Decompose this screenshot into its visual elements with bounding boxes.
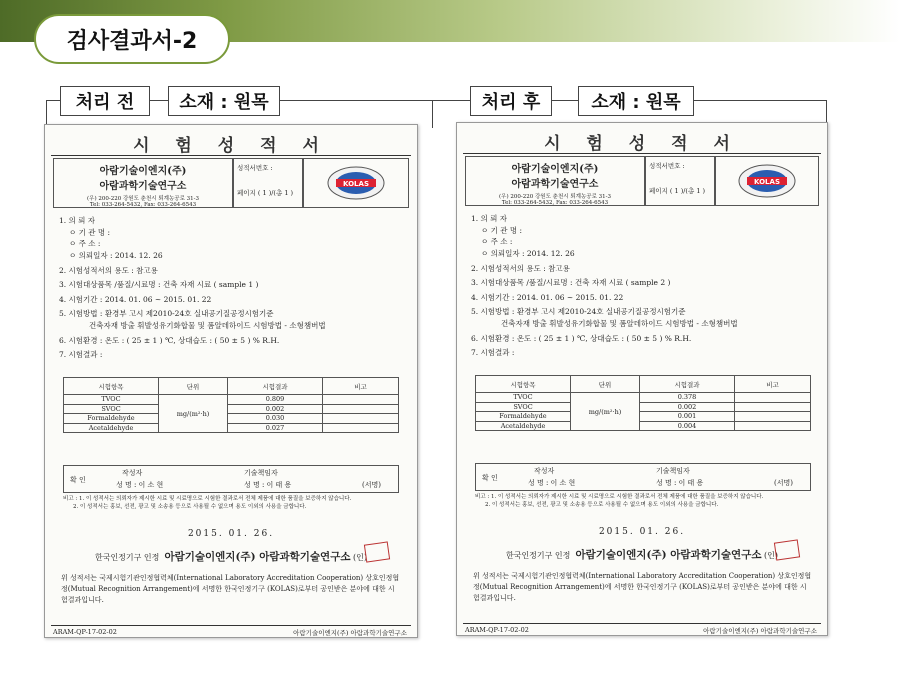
sign-mark: (서명) [774, 479, 793, 487]
issuing-org [55, 549, 407, 564]
table-cell-item: Acetaldehyde [64, 423, 159, 433]
item-purpose: 2. 시험성적서의 용도 : 참고용 [59, 265, 158, 275]
report-number-box [645, 156, 715, 206]
table-cell-remark [323, 395, 399, 405]
writer-role: 작성자 [122, 469, 143, 477]
header-rule [463, 153, 821, 154]
header-rule [51, 155, 411, 156]
table-row [64, 414, 399, 424]
item-client-date: ㅇ 의뢰일자 : 2014. 12. 26 [69, 250, 163, 260]
org-lab: 아람과학기술연구소 [511, 179, 599, 190]
bracket-line [552, 100, 578, 101]
table-header-cell: 비고 [323, 378, 399, 395]
item-results: 7. 시험결과 : [59, 350, 103, 360]
table-cell-remark [735, 402, 811, 412]
confirm-label: 확 인 [482, 474, 498, 482]
item-client: 1. 의 뢰 자 [59, 216, 96, 225]
item-method-detail: 건축자재 방출 휘발성유기화합물 및 폼알데하이드 시험방법 - 소형챔버법 [89, 321, 326, 330]
item-client-org: ㅇ 기 관 명 : [481, 225, 523, 235]
results-table [475, 375, 811, 431]
org-address: (우) 200-220 강원도 춘천시 퇴계농공로 31-3 [86, 196, 199, 202]
table-cell-remark [735, 412, 811, 422]
org-tel: Tel: 033-264-5432, Fax: 033-264-6543 [501, 200, 609, 206]
test-report-after [456, 122, 828, 636]
table-cell-result: 0.027 [228, 423, 323, 433]
item-sample: 3. 시험대상품목 /품질/시료명 : 건축 자재 시료 ( sample 1 ) [59, 280, 259, 290]
table-header-cell: 시험항목 [476, 376, 571, 393]
seal-stamp-icon [774, 539, 800, 560]
table-header-cell: 시험결과 [640, 376, 735, 393]
item-method-detail: 건축자재 방출 휘발성유기화합물 및 폼알데하이드 시험방법 - 소형챔버법 [501, 319, 738, 328]
kolas-note: 위 성적서는 국제시험기관인정협력체(International Laboratory Accreditation Cooperation) 상호인정협정(Mutual Recognition Arrangement)에 서명한 한국인정기구 (KOLAS)로부터 공인받은 분야에 대한 시험결과입니다. [473, 572, 812, 602]
item-method: 5. 시험방법 : 환경부 고시 제2010-24호 실내공기질공정시험기준 [471, 307, 686, 317]
table-cell-item: Formaldehyde [476, 412, 571, 422]
org-seal: (인) [764, 551, 779, 560]
table-cell-item: TVOC [476, 393, 571, 403]
kolas-logo-icon [737, 163, 797, 199]
org-name: 아람기술이엔지(주) [99, 166, 187, 177]
org-tel: Tel: 033-264-5432, Fax: 033-264-6543 [89, 202, 197, 208]
table-cell-remark [735, 421, 811, 431]
kolas-logo-box [715, 156, 819, 206]
kolas-logo-text: KOLAS [754, 178, 780, 186]
accreditation-label: 한국인정기구 인정 [505, 551, 571, 560]
table-cell-remark [735, 393, 811, 403]
label-after-treatment: 처리 후 [470, 86, 552, 116]
table-cell-unit: mg/(m²·h) [159, 395, 228, 433]
item-period: 4. 시험기간 : 2014. 01. 06 ~ 2015. 01. 22 [59, 294, 212, 304]
table-cell-remark [323, 414, 399, 424]
table-cell-unit: mg/(m²·h) [571, 393, 640, 431]
item-client-address: ㅇ 주 소 : [481, 237, 513, 247]
footer-org: 아람기술이엔지(주) 아람과학기술연구소 [703, 627, 817, 635]
table-header-row [64, 378, 399, 395]
remark-notes [475, 493, 811, 510]
signature-box [63, 465, 399, 493]
bracket-line [46, 100, 60, 101]
report-number-box [233, 158, 303, 208]
item-client: 1. 의 뢰 자 [471, 214, 508, 223]
results-table [63, 377, 399, 433]
table-header-row [476, 376, 811, 393]
table-cell-result: 0.378 [640, 393, 735, 403]
table-header-cell: 단위 [159, 378, 228, 395]
signature-box [475, 463, 811, 491]
kolas-note: 위 성적서는 국제시험기관인정협력체(International Laboratory Accreditation Cooperation) 상호인정협정(Mutual Recognition Arrangement)에 서명한 한국인정기구 (KOLAS)로부터 공인받은 분야에 대한 시험결과입니다. [61, 574, 400, 604]
report-header: 시 험 성 적 서 [544, 134, 740, 154]
org-info [465, 156, 645, 206]
table-row [476, 393, 811, 403]
issue-date: 2015. 01. 26. [598, 527, 686, 537]
table-cell-result: 0.001 [640, 412, 735, 422]
table-row [476, 402, 811, 412]
label-before-treatment: 처리 전 [60, 86, 150, 116]
table-cell-item: TVOC [64, 395, 159, 405]
table-cell-result: 0.809 [228, 395, 323, 405]
label-material-left: 소재 : 원목 [168, 86, 280, 116]
table-cell-result: 0.002 [228, 404, 323, 414]
item-client-address: ㅇ 주 소 : [69, 239, 101, 249]
item-sample: 3. 시험대상품목 /품질/시료명 : 건축 자재 시료 ( sample 2 ) [471, 278, 671, 288]
remark-1: 비고 : 1. 이 성적서는 의뢰자가 제시한 시료 및 시료명으로 시험한 결과로서 전체 제품에 대한 품질을 보증하지 않습니다. [475, 494, 764, 500]
sign-mark: (서명) [362, 481, 381, 489]
org-lab: 아람과학기술연구소 [99, 181, 187, 192]
table-row [64, 395, 399, 405]
confirm-label: 확 인 [70, 476, 86, 484]
bracket-line [280, 100, 470, 101]
footer-rule [463, 623, 821, 624]
item-client-org: ㅇ 기 관 명 : [69, 227, 111, 237]
kolas-logo-text: KOLAS [343, 180, 369, 188]
bracket-line [826, 100, 827, 122]
approver-role: 기술책임자 [656, 467, 690, 475]
item-environment: 6. 시험환경 : 온도 : ( 25 ± 1 ) ℃, 상대습도 : ( 50 ± 5 ) % R.H. [471, 333, 692, 343]
table-cell-remark [323, 404, 399, 414]
remark-notes [63, 495, 399, 512]
approver-name: 성 명 : 이 태 용 [656, 479, 704, 487]
bracket-line [694, 100, 826, 101]
table-cell-item: Formaldehyde [64, 414, 159, 424]
remark-2: 2. 이 성적서는 홍보, 선전, 광고 및 소송용 등으로 사용될 수 없으며 용도 이외의 사용을 금합니다. [73, 504, 307, 511]
kolas-logo-icon [326, 165, 386, 201]
item-results: 7. 시험결과 : [471, 348, 515, 358]
table-row [64, 404, 399, 414]
report-number-label: 성적서번호 : [237, 164, 273, 172]
remark-1: 비고 : 1. 이 성적서는 의뢰자가 제시한 시료 및 시료명으로 시험한 결과로서 전체 제품에 대한 품질을 보증하지 않습니다. [63, 496, 352, 502]
table-cell-result: 0.030 [228, 414, 323, 424]
bracket-line [150, 100, 168, 101]
table-header-cell: 비고 [735, 376, 811, 393]
kolas-logo-box [303, 158, 409, 208]
org-seal: (인) [353, 553, 368, 562]
item-method: 5. 시험방법 : 환경부 고시 제2010-24호 실내공기질공정시험기준 [59, 309, 274, 319]
table-row [476, 412, 811, 422]
table-header-cell: 시험결과 [228, 378, 323, 395]
label-material-right: 소재 : 원목 [578, 86, 694, 116]
footer-org: 아람기술이엔지(주) 아람과학기술연구소 [293, 629, 407, 637]
item-environment: 6. 시험환경 : 온도 : ( 25 ± 1 ) ℃, 상대습도 : ( 50 ± 5 ) % R.H. [59, 335, 280, 345]
table-cell-remark [323, 423, 399, 433]
report-items [471, 213, 817, 359]
item-purpose: 2. 시험성적서의 용도 : 참고용 [471, 263, 570, 273]
test-report-before [44, 124, 418, 638]
form-number: ARAM-QP-17-02-02 [465, 626, 529, 634]
org-info [53, 158, 233, 208]
report-header: 시 험 성 적 서 [133, 136, 329, 156]
remark-2: 2. 이 성적서는 홍보, 선전, 광고 및 소송용 등으로 사용될 수 없으며 용도 이외의 사용을 금합니다. [485, 502, 719, 509]
table-cell-item: SVOC [64, 404, 159, 414]
page-number: 페이지 ( 1 )/(총 1 ) [649, 187, 706, 195]
item-period: 4. 시험기간 : 2014. 01. 06 ~ 2015. 01. 22 [471, 292, 624, 302]
table-header-cell: 시험항목 [64, 378, 159, 395]
issue-date: 2015. 01. 26. [187, 529, 275, 539]
org-name: 아람기술이엔지(주) [511, 164, 599, 175]
table-cell-result: 0.004 [640, 421, 735, 431]
issuing-org-name: 아람기술이엔지(주) 아람과학기술연구소 [575, 549, 762, 561]
issuing-org [467, 547, 817, 562]
footer-rule [51, 625, 411, 626]
accreditation-label: 한국인정기구 인정 [94, 553, 160, 562]
page-title: 검사결과서-2 [34, 14, 230, 64]
item-client-date: ㅇ 의뢰일자 : 2014. 12. 26 [481, 248, 575, 258]
table-cell-result: 0.002 [640, 402, 735, 412]
issuing-org-name: 아람기술이엔지(주) 아람과학기술연구소 [164, 551, 351, 563]
report-items [59, 215, 407, 361]
table-header-cell: 단위 [571, 376, 640, 393]
writer-name: 성 명 : 이 소 현 [528, 479, 576, 487]
bracket-line [432, 100, 433, 128]
form-number: ARAM-QP-17-02-02 [53, 628, 117, 636]
approver-role: 기술책임자 [244, 469, 278, 477]
table-cell-item: Acetaldehyde [476, 421, 571, 431]
writer-role: 작성자 [534, 467, 555, 475]
page-number: 페이지 ( 1 )/(총 1 ) [237, 189, 294, 197]
table-cell-item: SVOC [476, 402, 571, 412]
table-row [476, 421, 811, 431]
writer-name: 성 명 : 이 소 현 [116, 481, 164, 489]
table-row [64, 423, 399, 433]
seal-stamp-icon [364, 541, 390, 562]
approver-name: 성 명 : 이 태 용 [244, 481, 292, 489]
org-address: (우) 200-220 강원도 춘천시 퇴계농공로 31-3 [498, 194, 611, 200]
report-number-label: 성적서번호 : [649, 162, 685, 170]
